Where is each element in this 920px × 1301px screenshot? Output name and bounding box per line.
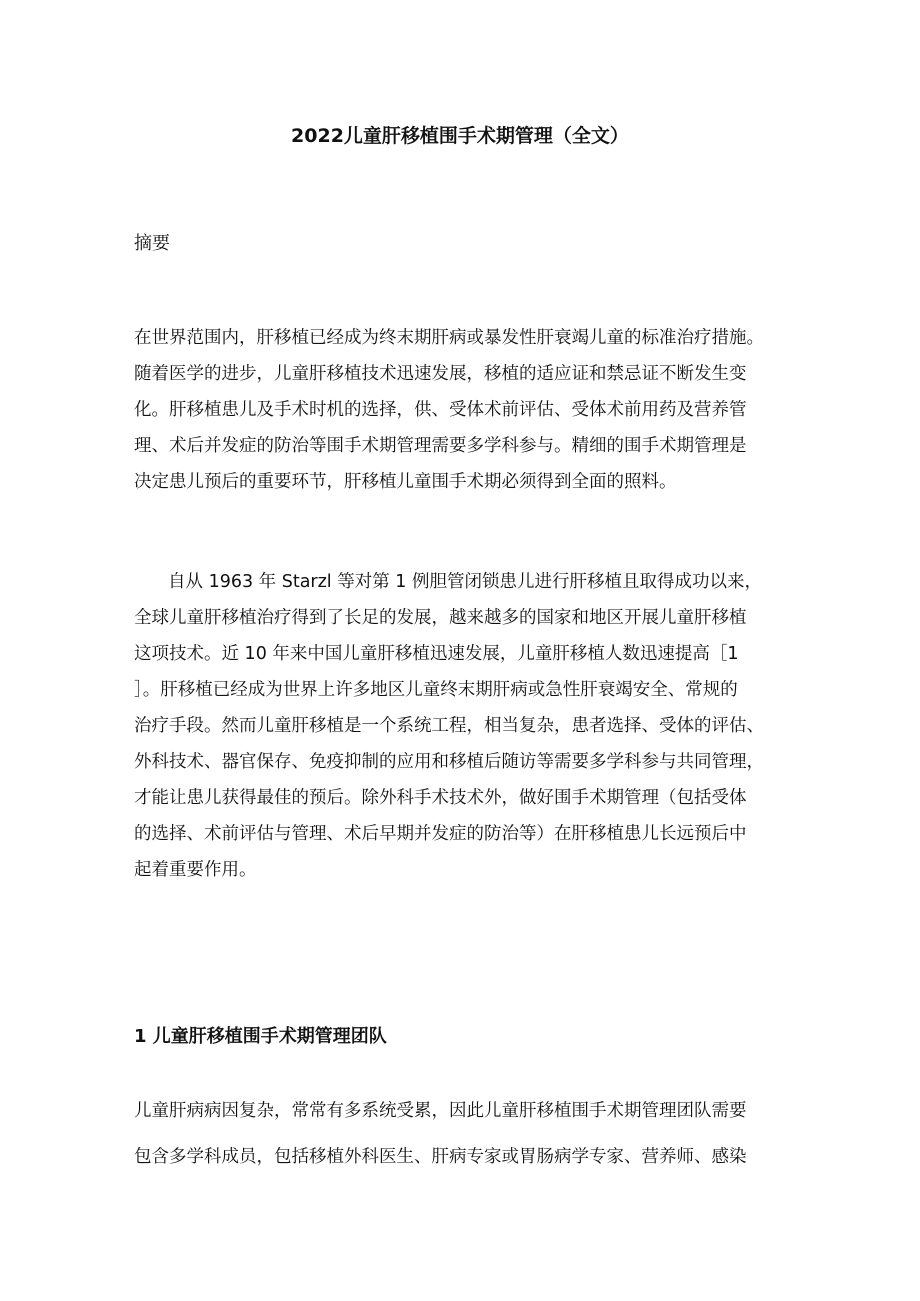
- text-line: 儿童肝病病因复杂，常常有多系统受累，因此儿童肝移植围手术期管理团队需要: [134, 1101, 747, 1121]
- text-line: 这项技术。近 10 年来中国儿童肝移植迅速发展，儿童肝移植人数迅速提高［1: [134, 644, 739, 664]
- text-line: 的选择、术前评估与管理、术后早期并发症的防治等）在肝移植患儿长远预后中: [134, 824, 747, 844]
- intro-paragraph: [134, 564, 804, 888]
- text-line: 才能让患儿获得最佳的预后。除外科手术技术外，做好围手术期管理（包括受体: [134, 788, 747, 808]
- text-line: 自从 1963 年 Starzl 等对第 1 例胆管闭锁患儿进行肝移植且取得成功以来，: [168, 572, 762, 592]
- section-heading: 1 儿童肝移植围手术期管理团队: [134, 1026, 387, 1047]
- text-line: 化。肝移植患儿及手术时机的选择，供、受体术前评估、受体术前用药及营养管: [134, 400, 747, 420]
- text-line: ］。肝移植已经成为世界上许多地区儿童终末期肝病或急性肝衰竭安全、常规的: [134, 680, 738, 700]
- text-line: 治疗手段。然而儿童肝移植是一个系统工程，相当复杂，患者选择、受体的评估、: [134, 716, 764, 736]
- text-line: 随着医学的进步，儿童肝移植技术迅速发展，移植的适应证和禁忌证不断发生变: [134, 364, 747, 384]
- text-line: 理、术后并发症的防治等围手术期管理需要多学科参与。精细的围手术期管理是: [134, 436, 747, 456]
- text-line: 包含多学科成员，包括移植外科医生、肝病专家或胃肠病学专家、营养师、感染: [134, 1147, 747, 1167]
- text-line: 决定患儿预后的重要环节，肝移植儿童围手术期必须得到全面的照料。: [134, 472, 677, 492]
- abstract-label: 摘要: [134, 233, 170, 254]
- text-line: 外科技术、器官保存、免疫抑制的应用和移植后随访等需要多学科参与共同管理，: [134, 752, 764, 772]
- text-line: 全球儿童肝移植治疗得到了长足的发展，越来越多的国家和地区开展儿童肝移植: [134, 608, 747, 628]
- abstract-paragraph: [134, 320, 804, 500]
- document-title: 2022儿童肝移植围手术期管理（全文）: [291, 125, 629, 147]
- section-paragraph: [134, 1088, 804, 1180]
- text-line: 在世界范围内，肝移植已经成为终末期肝病或暴发性肝衰竭儿童的标准治疗措施。: [134, 328, 764, 348]
- text-line: 起着重要作用。: [134, 860, 257, 880]
